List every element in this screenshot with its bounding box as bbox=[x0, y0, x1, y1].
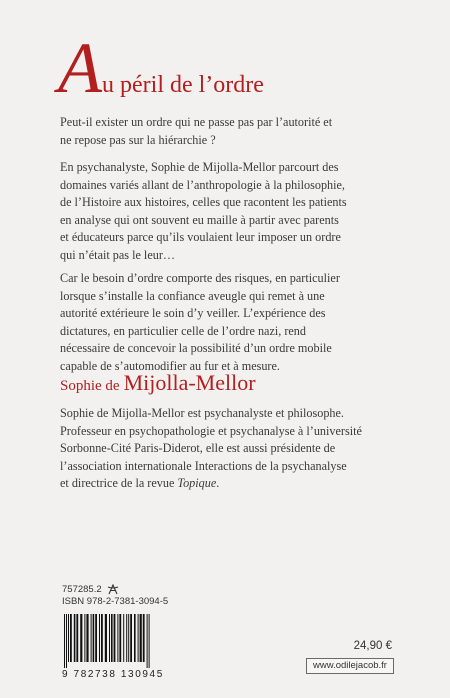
barcode-bar bbox=[128, 614, 129, 662]
barcode-bar bbox=[111, 614, 113, 662]
text-line: Sophie de Mijolla-Mellor est psychanalyste et philosophe. bbox=[60, 406, 344, 420]
text-line: capable de s’automodifier au fur et à mesure. bbox=[60, 358, 280, 373]
barcode-bar bbox=[93, 614, 95, 662]
barcode-bar bbox=[126, 614, 127, 662]
barcode-bar bbox=[123, 614, 124, 662]
bio-last-suffix: . bbox=[216, 476, 220, 491]
barcode-bar bbox=[134, 614, 136, 662]
text-line: dictatures, en particulier celle de l’ordre nazi, rend bbox=[60, 323, 306, 338]
barcode-bar bbox=[119, 614, 121, 662]
text-line bbox=[60, 475, 420, 493]
barcode-bar bbox=[64, 614, 65, 668]
barcode-bar bbox=[149, 614, 150, 668]
price: 24,90 € bbox=[353, 640, 392, 652]
barcode-bar bbox=[105, 614, 107, 662]
text-line: qui n’était pas le leur… bbox=[60, 247, 176, 262]
barcode-bar bbox=[84, 614, 85, 662]
text-line: en analyse qui ont souvent eu maille à partir avec parents bbox=[60, 212, 339, 227]
barcode-bar bbox=[101, 614, 103, 662]
author-last-name: Mijolla-Mellor bbox=[123, 370, 256, 395]
text-line: Sorbonne-Cité Paris-Diderot, elle est aussi présidente de bbox=[60, 441, 336, 456]
barcode-bar bbox=[138, 614, 139, 662]
barcode-bar bbox=[66, 614, 67, 668]
barcode-bar bbox=[76, 614, 78, 662]
barcode-digits: 9 782738 130945 bbox=[62, 669, 164, 681]
barcode-bar bbox=[130, 614, 132, 662]
barcode-bar bbox=[147, 614, 148, 668]
text-line: ne repose pas sur la hiérarchie ? bbox=[60, 132, 216, 147]
barcode-bar bbox=[117, 614, 118, 662]
text-line: lorsque s’installe la confiance aveugle qui remet à une bbox=[60, 288, 325, 303]
barcode-bar bbox=[68, 614, 69, 662]
isbn: ISBN 978-2-7381-3094-5 bbox=[62, 596, 169, 608]
author-name bbox=[60, 370, 256, 396]
text-line: En psychanalyste, Sophie de Mijolla-Mellor parcourt des bbox=[60, 160, 339, 174]
ref-code: 757285.2 bbox=[62, 584, 102, 596]
intro-question bbox=[60, 114, 420, 149]
publisher-logo-icon bbox=[107, 584, 119, 595]
barcode-block bbox=[62, 584, 262, 680]
title-dropcap: A bbox=[58, 28, 102, 108]
barcode-bar bbox=[70, 614, 72, 662]
text-line: autorité extérieure le soin d’y veiller. L’expérience des bbox=[60, 306, 326, 321]
text-line: Professeur en psychopathologie et psychanalyse à l’université bbox=[60, 423, 362, 438]
barcode-icon bbox=[62, 614, 172, 668]
journal-title: Topique bbox=[177, 476, 217, 491]
barcode-bar bbox=[114, 614, 116, 662]
barcode-bar bbox=[74, 614, 76, 662]
text-line: et éducateurs parce qu’ils voulaient leur imposer un ordre bbox=[60, 230, 341, 245]
barcode-bar bbox=[80, 614, 82, 662]
text-line: domaines variés allant de l’anthropologie à la philosophie, bbox=[60, 177, 345, 192]
barcode-bar bbox=[86, 614, 88, 662]
bio-last-prefix: et directrice de la revue bbox=[60, 476, 178, 491]
text-line: l’association internationale Interactions de la psychanalyse bbox=[60, 458, 347, 473]
barcode-bar bbox=[91, 614, 92, 662]
barcode-bar bbox=[109, 614, 110, 662]
barcode-bar bbox=[143, 614, 145, 662]
text-line: Car le besoin d’ordre comporte des risques, en particulier bbox=[60, 271, 340, 285]
author-first-name: Sophie de bbox=[60, 378, 120, 394]
summary-paragraph bbox=[60, 159, 420, 265]
text-line: Peut-il exister un ordre qui ne passe pas par l’autorité et bbox=[60, 115, 333, 129]
text-line: nécessaire de concevoir la possibilité d’un ordre mobile bbox=[60, 341, 332, 356]
ref-code-line bbox=[62, 584, 262, 596]
barcode-bar bbox=[140, 614, 142, 662]
text-line: de l’Histoire aux histoires, celles que racontent les patients bbox=[60, 195, 347, 210]
title-text: u péril de l’ordre bbox=[102, 72, 264, 98]
author-bio bbox=[60, 405, 420, 493]
barcode-bar bbox=[95, 614, 97, 662]
barcode-bar bbox=[99, 614, 100, 662]
publisher-website: www.odilejacob.fr bbox=[306, 658, 394, 674]
argument-paragraph bbox=[60, 270, 420, 376]
